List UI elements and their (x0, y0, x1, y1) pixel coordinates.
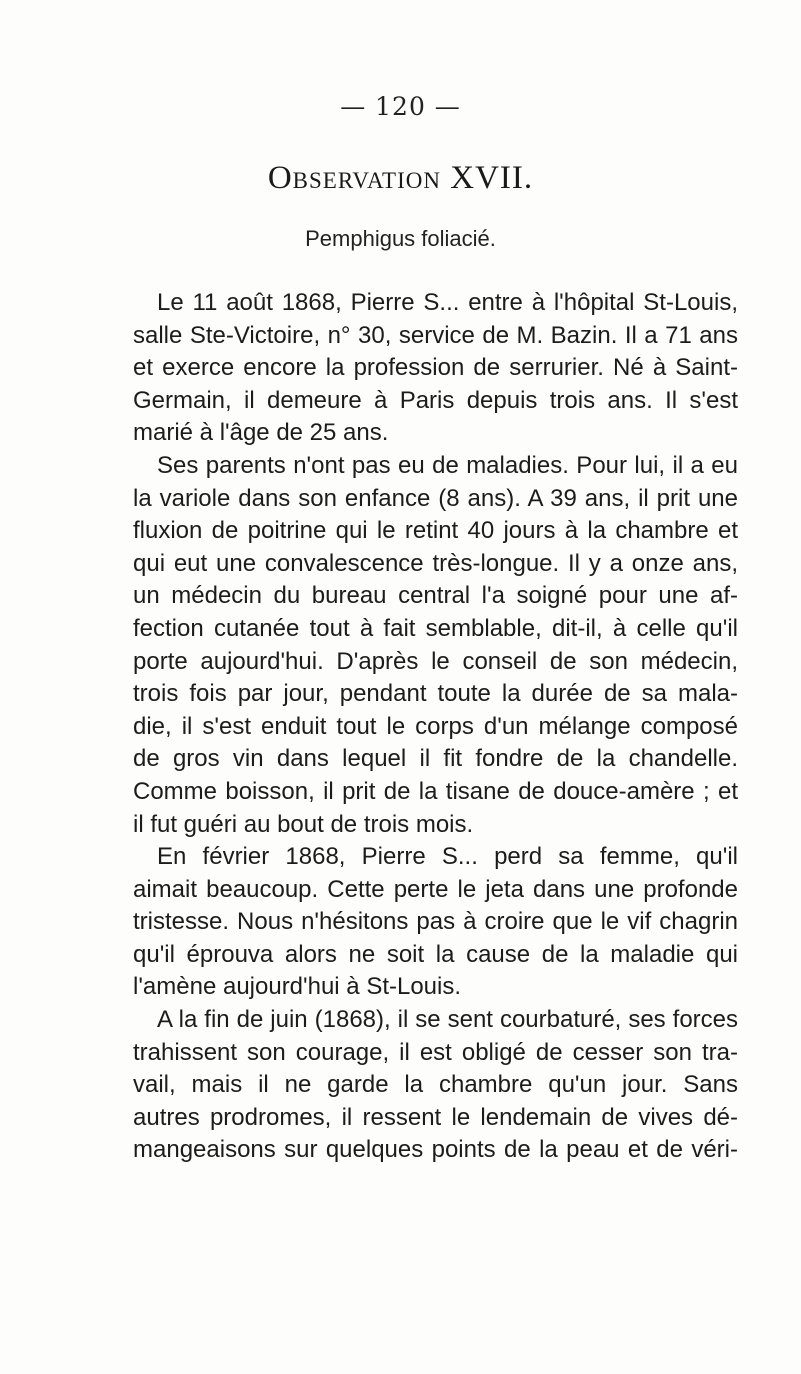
text-line: un médecin du bureau central l'a soigné pour une af- (133, 582, 738, 610)
text-line: mangeaisons sur quelques points de la peau et de véri- (133, 1136, 738, 1164)
text-line: Comme boisson, il prit de la tisane de douce-amère ; et (133, 777, 738, 805)
text-line: il fut guéri au bout de trois mois. (133, 810, 474, 838)
text-line: tristesse. Nous n'hésitons pas à croire que le vif chagrin (133, 908, 738, 936)
text-line: Le 11 août 1868, Pierre S... entre à l'hôpital St-Louis, (157, 289, 738, 316)
text-line: marié à l'âge de 25 ans. (133, 419, 389, 447)
text-line: aimait beaucoup. Cette perte le jeta dans une profonde (133, 875, 738, 903)
text-line: la variole dans son enfance (8 ans). A 39 ans, il prit une (133, 484, 738, 512)
text-line: A la fin de juin (1868), il se sent courbaturé, ses forces (157, 1006, 738, 1034)
text-line: qui eut une convalescence très-longue. Il y a onze ans, (133, 549, 738, 577)
text-line: et exerce encore la profession de serrurier. Né à Saint- (133, 354, 738, 382)
text-line: salle Ste-Victoire, n° 30, service de M. Bazin. Il a 71 ans (133, 321, 738, 349)
text-line: trahissent son courage, il est obligé de cesser son tra- (133, 1038, 738, 1066)
text-line: En février 1868, Pierre S... perd sa femme, qu'il (157, 843, 738, 871)
text-line: die, il s'est enduit tout le corps d'un mélange composé (133, 712, 738, 740)
text-line: fection cutanée tout à fait semblable, dit-il, à celle qu'il (133, 614, 738, 642)
text-line: Germain, il demeure à Paris depuis trois ans. Il s'est (133, 386, 738, 414)
text-line: qu'il éprouva alors ne soit la cause de la maladie qui (133, 940, 738, 968)
text-line: trois fois par jour, pendant toute la durée de sa mala- (133, 680, 738, 708)
text-line: de gros vin dans lequel il fit fondre de la chandelle. (133, 745, 738, 773)
text-line: vail, mais il ne garde la chambre qu'un jour. Sans (133, 1071, 738, 1099)
text-line: Ses parents n'ont pas eu de maladies. Pour lui, il a eu (157, 451, 738, 479)
text-line: fluxion de poitrine qui le retint 40 jours à la chambre et (133, 517, 738, 545)
text-line: autres prodromes, il ressent le lendemain de vives dé- (133, 1103, 738, 1131)
observation-body (133, 287, 738, 1167)
text-line: l'amène aujourd'hui à St-Louis. (133, 973, 462, 1001)
page-number: — 120 — (340, 92, 461, 121)
observation-subtitle: Pemphigus foliacié. (305, 226, 496, 251)
observation-title: Observation XVII. (267, 160, 534, 196)
text-line: porte aujourd'hui. D'après le conseil de son médecin, (133, 647, 738, 675)
